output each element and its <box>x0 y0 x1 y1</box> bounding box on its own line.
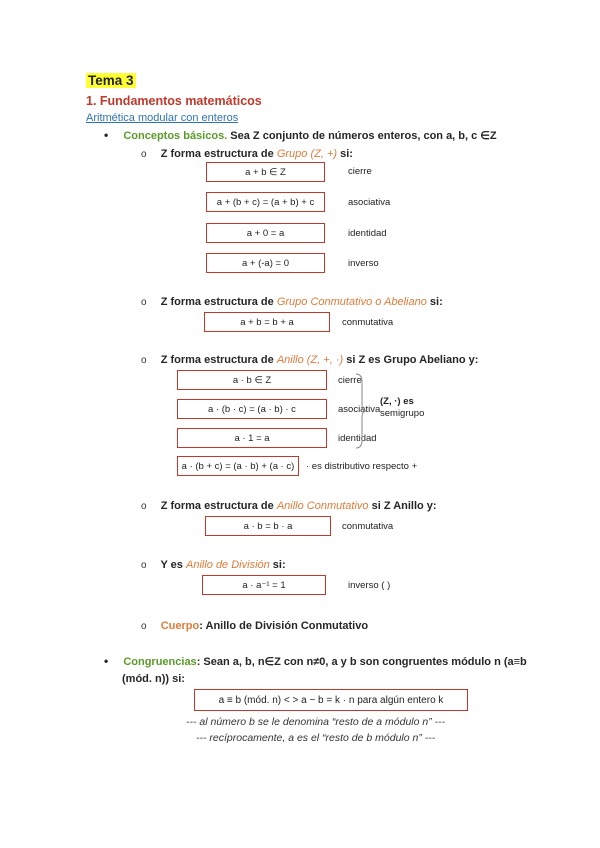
conceptos-text: Sea Z conjunto de números enteros, con a, b, c ∈Z <box>227 130 497 142</box>
property-note: conmutativa <box>342 317 394 328</box>
grupo-name: Grupo (Z, +) <box>276 148 338 160</box>
grupo-suffix: si: <box>337 148 353 160</box>
property-note: · es distributivo respecto + <box>306 461 418 472</box>
right-brace-icon <box>354 372 368 450</box>
anillo-conm-suffix: si Z Anillo y: <box>368 500 437 512</box>
property-note: identidad <box>348 228 387 239</box>
section-heading: 1. Fundamentos matemáticos <box>86 94 262 108</box>
property-note: conmutativa <box>342 521 394 532</box>
formula-box: a + b = b + a <box>204 312 330 332</box>
division-name: Anillo de División <box>185 559 270 571</box>
cuerpo-label: Cuerpo <box>160 620 200 632</box>
property-note: asociativa <box>338 404 381 415</box>
circle-bullet-icon: o <box>141 501 147 512</box>
formula-box: a · a⁻¹ = 1 <box>202 575 326 595</box>
cuerpo-text: : Anillo de División Conmutativo <box>199 620 369 632</box>
anillo-conm-prefix: Z forma estructura de <box>160 500 277 512</box>
circle-bullet-icon: o <box>141 355 147 366</box>
property-note: cierre <box>338 375 362 386</box>
subsection-link[interactable]: Aritmética modular con enteros <box>86 112 239 124</box>
formula-box: a · (b · c) = (a · b) · c <box>177 399 327 419</box>
circle-bullet-icon: o <box>141 560 147 571</box>
abeliano-line <box>141 296 443 308</box>
circle-bullet-icon: o <box>141 297 147 308</box>
division-line <box>141 559 286 571</box>
property-note: inverso <box>348 258 379 269</box>
semigroup-note-1: (Z, ·) es <box>380 396 414 407</box>
topic-title: Tema 3 <box>88 73 134 88</box>
property-note: identidad <box>338 433 377 444</box>
formula-box: a · b ∈ Z <box>177 370 327 390</box>
anillo-name: Anillo (Z, +, ·) <box>276 354 344 366</box>
anillo-prefix: Z forma estructura de <box>160 354 277 366</box>
formula-box: a ≡ b (mód. n) < > a − b = k · n para algún entero k <box>194 689 468 711</box>
anillo-conm-line <box>141 500 437 512</box>
property-note: asociativa <box>348 197 391 208</box>
formula-box: a · b = b · a <box>205 516 331 536</box>
semigroup-note-2: semigrupo <box>380 408 425 419</box>
conceptos-line <box>104 128 497 142</box>
formula-box: a + (-a) = 0 <box>206 253 325 273</box>
property-note: inverso ( ) <box>348 580 391 591</box>
formula-box: a · 1 = a <box>177 428 327 448</box>
bullet-icon: • <box>104 654 109 668</box>
division-prefix: Y es <box>160 559 186 571</box>
congruencia-note: --- al número b se le denomina “resto de a módulo n” --- <box>186 716 446 728</box>
conceptos-label: Conceptos básicos. <box>123 130 228 142</box>
congruencias-line <box>104 654 527 668</box>
congruencias-label: Congruencias <box>123 656 197 668</box>
congruencias-text-2: (mód. n)) si: <box>122 673 185 685</box>
congruencia-note: --- recíprocamente, a es el “resto de b módulo n” --- <box>196 732 436 744</box>
circle-bullet-icon: o <box>141 149 147 160</box>
cuerpo-line <box>141 620 368 632</box>
formula-box: a + b ∈ Z <box>206 162 325 182</box>
anillo-suffix: si Z es Grupo Abeliano y: <box>343 354 479 366</box>
division-suffix: si: <box>269 559 286 571</box>
circle-bullet-icon: o <box>141 621 147 632</box>
abeliano-prefix: Z forma estructura de <box>160 296 277 308</box>
grupo-line <box>141 148 353 160</box>
bullet-icon: • <box>104 128 109 142</box>
formula-box: a + (b + c) = (a + b) + c <box>206 192 325 212</box>
formula-box: a · (b + c) = (a · b) + (a · c) <box>177 456 299 476</box>
anillo-line <box>141 354 478 366</box>
anillo-conm-name: Anillo Conmutativo <box>276 500 369 512</box>
property-note: cierre <box>348 166 372 177</box>
grupo-prefix: Z forma estructura de <box>160 148 277 160</box>
formula-box: a + 0 = a <box>206 223 325 243</box>
abeliano-suffix: si: <box>426 296 443 308</box>
congruencias-text: : Sean a, b, n∈Z con n≠0, a y b son congruentes módulo n (a≡b <box>196 656 527 668</box>
abeliano-name: Grupo Conmutativo o Abeliano <box>276 296 427 308</box>
